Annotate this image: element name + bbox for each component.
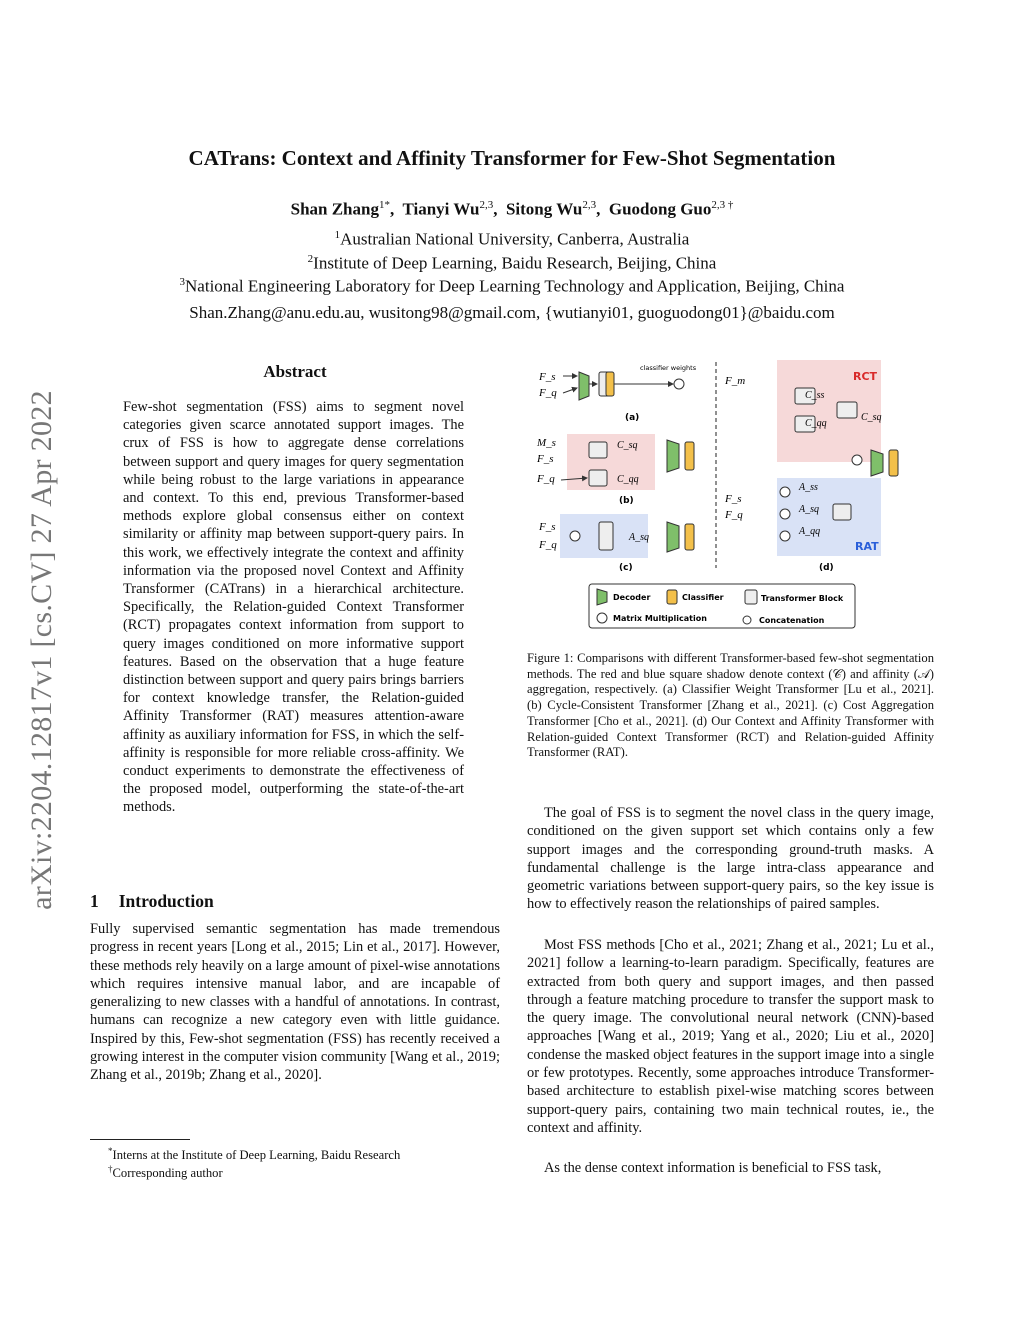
asq-label: A_sq bbox=[799, 504, 819, 515]
transformer-block bbox=[599, 522, 613, 550]
context-shadow bbox=[567, 434, 655, 490]
author-name: Tianyi Wu bbox=[402, 199, 480, 219]
transformer-block bbox=[589, 442, 607, 458]
decoder-shape bbox=[579, 372, 589, 400]
affiliation: $^1$Australian National University, Canberra, Australia bbox=[334, 229, 690, 249]
body-paragraph: As the dense context information is beneficial to FSS task, bbox=[544, 1160, 882, 1176]
matmul-icon bbox=[570, 531, 580, 541]
footnote-divider bbox=[90, 1139, 190, 1140]
transformer-block bbox=[837, 402, 857, 418]
cqq-label: C_qq bbox=[617, 474, 639, 485]
classifier-shape bbox=[685, 442, 694, 470]
arxiv-stamp: arXiv:2204.12817v1 [cs.CV] 27 Apr 2022 bbox=[25, 390, 58, 910]
asq-label: A_sq bbox=[629, 532, 649, 543]
decoder-legend-icon bbox=[597, 589, 607, 605]
classifier-shape bbox=[606, 372, 614, 396]
body-paragraph: The goal of FSS is to segment the novel class in the query image, conditioned on the given support set which contains only a few support images and the corresponding ground-truth masks. A fundamental challenge is the large intra-class appearance and geometric variations between support-query pairs, so the key issue is how to effectively reason the relationships of paired samples. bbox=[527, 805, 934, 913]
classifier-shape bbox=[889, 450, 898, 476]
fs-label: F_s bbox=[539, 371, 556, 383]
fq-label: F_q bbox=[537, 473, 555, 485]
footnote: †Corresponding author bbox=[108, 1164, 223, 1181]
css-label: C_ss bbox=[805, 390, 825, 401]
ms-label: M_s bbox=[537, 437, 556, 449]
author-list: Shan Zhang$^{1*}$, Tianyi Wu$^{2,3}$, Sitong Wu$^{2,3}$, Guodong Guo$^{2,3 \dagger}$ bbox=[290, 199, 734, 219]
legend-decoder: Decoder bbox=[613, 593, 651, 602]
cqq-label: C_qq bbox=[805, 418, 827, 429]
transformer-legend-icon bbox=[745, 590, 757, 604]
matmul-legend-icon bbox=[597, 613, 607, 623]
fq-label: F_q bbox=[539, 539, 557, 551]
intro-paragraph: Fully supervised semantic segmentation has made tremendous progress in recent years [Long et al., 2015; Lin et al., 2017]. However, these methods rely heavily on a large amount of pixel-wise annotations which requires intensive manual labor, and are incapable of generalizing to new classes with a handful of annotations. In contrast, humans can recognize a new category even with little guidance. Inspired by this, Few-shot segmentation (FSS) has recently received a growing interest in the computer vision community [Wang et al., 2019; Zhang et al., 2019b; Zhang et al., 2020]. bbox=[90, 921, 500, 1084]
csq-label: C_sq bbox=[861, 412, 882, 423]
rct-label: RCT bbox=[853, 370, 878, 383]
concat-legend-icon bbox=[743, 616, 751, 624]
legend-matmul: Matrix Multiplication bbox=[613, 614, 707, 623]
abstract-text: Few-shot segmentation (FSS) aims to segment novel categories given scarce annotated support images. The crux of FSS is how to aggregate dense correlations between support and query images for query segmentation while being robust to the large variations in appearance and context. To this end, previous Transformer-based methods explore global consensus either on context similarity or affinity map between support-query pairs. In this work, we effectively integrate the context and affinity information via the proposed novel Context and Affinity Transformer (CATrans) in a hierarchical architecture. Specifically, the Relation-guided Context Transformer (RCT) propagates context information from support to query images conditioned on more informative support features. Based on the observation that a huge feature distinction between support and query pairs brings barriers for context knowledge transfer, the Relation-guided Affinity Transformer (RAT) measures attention-aware affinity as auxiliary information for FSS, in which the self-affinity is responsible for more reliable cross-affinity. We conduct experiments to demonstrate the effectiveness of the proposed model, outperforming the state-of-the-art methods. bbox=[123, 399, 464, 816]
fq-label: F_q bbox=[725, 509, 743, 521]
affiliation: $^3$National Engineering Laboratory for Deep Learning Technology and Application, Beijing, China bbox=[179, 276, 845, 296]
paper-title: CATrans: Context and Affinity Transformer for Few-Shot Segmentation bbox=[188, 146, 836, 170]
classifier-weights-label: classifier weights bbox=[640, 364, 697, 372]
label-c: (c) bbox=[619, 563, 633, 573]
concat-icon bbox=[852, 455, 862, 465]
aqq-label: A_qq bbox=[799, 526, 821, 537]
figure-caption: Figure 1: Comparisons with different Transformer-based few-shot segmentation methods. The red and blue square shadow denote context (𝒞) and affinity (𝒜) aggregation, respectively. (a) Classifier Weight Transformer [Lu et al., 2021]. (b) Cycle-Consistent Transformer [Zhang et al., 2021]. (c) Cost Aggregation Transformer [Cho et al., 2021]. (d) Our Context and Affinity Transformer with Relation-guided Context Transformer (RCT) and Relation-guided Affinity Transformer (RAT). bbox=[527, 651, 934, 760]
label-a: (a) bbox=[625, 413, 640, 423]
label-d: (d) bbox=[819, 563, 834, 573]
transformer-block bbox=[589, 470, 607, 486]
fs-label: F_s bbox=[725, 493, 742, 505]
fs-label: F_s bbox=[537, 453, 554, 465]
decoder-shape bbox=[871, 450, 883, 476]
figure-1 bbox=[527, 358, 934, 633]
legend-classifier: Classifier bbox=[682, 593, 724, 602]
matmul-icon bbox=[780, 509, 790, 519]
author-name: Sitong Wu bbox=[505, 199, 583, 219]
fq-label: F_q bbox=[539, 387, 557, 399]
abstract-heading: Abstract bbox=[263, 362, 327, 381]
fs-label: F_s bbox=[539, 521, 556, 533]
label-b: (b) bbox=[619, 496, 634, 506]
decoder-shape bbox=[667, 522, 679, 552]
decoder-shape bbox=[667, 440, 679, 472]
author-name: Guodong Guo bbox=[608, 199, 712, 219]
body-paragraph: Most FSS methods [Cho et al., 2021; Zhang et al., 2021; Lu et al., 2021] follow a learning-to-learn paradigm. Specifically, features are extracted from both query and support images, and then passed through a feature matching procedure to transfer the support mask to the query image. The convolutional neural network (CNN)-based approaches [Wang et al., 2019; Yang et al., 2020; Liu et al., 2020] condense the masked object features in the support image into a single or few prototypes. Recently, some approaches introduce Transformer-based architecture to establish pixel-wise matching scores between support-query pairs, containing two main technical routes, ie., the context and affinity. bbox=[527, 937, 934, 1136]
architecture-diagram bbox=[527, 358, 934, 633]
ass-label: A_ss bbox=[799, 482, 818, 493]
matmul-icon bbox=[780, 487, 790, 497]
legend-transformer: Transformer Block bbox=[761, 594, 844, 603]
csq-label: C_sq bbox=[617, 440, 638, 451]
author-name: Shan Zhang bbox=[290, 199, 379, 219]
transformer-block bbox=[833, 504, 851, 520]
affiliation: $^2$Institute of Deep Learning, Baidu Research, Beijing, China bbox=[307, 253, 717, 273]
classifier-legend-icon bbox=[667, 590, 677, 604]
footnote: *Interns at the Institute of Deep Learning, Baidu Research bbox=[108, 1146, 401, 1163]
legend-concat: Concatenation bbox=[759, 616, 825, 625]
classifier-shape bbox=[685, 524, 694, 550]
rat-label: RAT bbox=[855, 540, 879, 553]
author-emails: Shan.Zhang@anu.edu.au, wusitong98@gmail.com, {wutianyi01, guoguodong01}@baidu.com bbox=[189, 303, 835, 322]
matmul-icon bbox=[780, 531, 790, 541]
matmul-icon bbox=[674, 379, 684, 389]
fm-label: F_m bbox=[725, 375, 746, 387]
section-heading: 1 Introduction bbox=[90, 891, 214, 911]
